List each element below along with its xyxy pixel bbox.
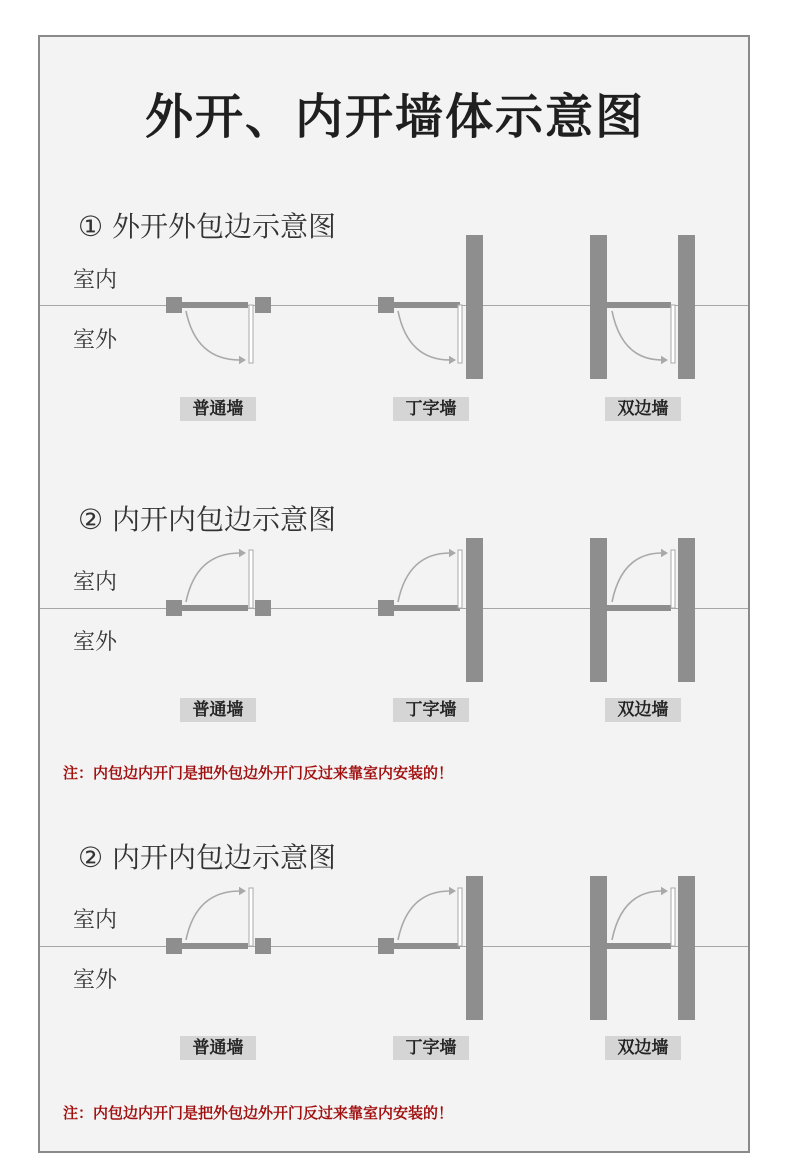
door-open-position [671,550,675,608]
door-open-position [458,305,462,363]
section-heading: ② 内开内包边示意图 [78,503,337,536]
swing-arrow-head [239,549,246,557]
page-title: 外开、内开墙体示意图 [144,89,645,145]
door-leaf [394,943,460,949]
swing-arc [612,553,662,602]
wall-type-label-t-shaped: 丁字墙 [393,698,469,722]
swing-arc [186,311,240,360]
wall-post-left [378,297,394,313]
wall-type-label-ordinary: 普通墙 [180,397,256,421]
door-leaf [182,943,248,949]
door-leaf [394,302,460,308]
wall-type-label-t-shaped: 丁字墙 [393,397,469,421]
wall-post-right [255,938,271,954]
swing-arc [186,891,240,940]
wall-vertical-left [590,235,607,379]
swing-arc [612,891,662,940]
door-open-position [671,305,675,363]
swing-arrow-head [239,356,246,364]
wall-vertical [466,538,483,682]
door-leaf [607,605,671,611]
door-open-position [249,888,253,946]
wall-post-left [166,938,182,954]
wall-type-label-t-shaped: 丁字墙 [393,1036,469,1060]
swing-arrow-head [239,887,246,895]
wall-type-label-ordinary: 普通墙 [180,1036,256,1060]
wall-vertical-right [678,538,695,682]
wall-type-label-double-side: 双边墙 [605,397,681,421]
swing-arrow-head [661,356,668,364]
wall-vertical-left [590,538,607,682]
door-leaf [607,302,671,308]
door-leaf [182,605,248,611]
indoor-label: 室内 [73,268,118,293]
wall-post-right [255,297,271,313]
door-open-position [249,305,253,363]
wall-post-left [378,600,394,616]
door-leaf [182,302,248,308]
section-inward-opening-repeat [0,836,790,1166]
wall-vertical [466,235,483,379]
outdoor-label: 室外 [73,328,118,353]
section-heading: ① 外开外包边示意图 [78,210,337,243]
swing-arc [398,311,450,360]
door-open-position [458,888,462,946]
swing-arrow-head [449,356,456,364]
wall-post-left [378,938,394,954]
swing-arrow-head [449,549,456,557]
section-note: 注：内包边内开门是把外包边外开门反过来靠室内安装的！ [63,1104,454,1122]
swing-arc [612,311,662,360]
wall-type-label-double-side: 双边墙 [605,698,681,722]
section-inward-opening [0,498,790,828]
wall-post-left [166,600,182,616]
outdoor-label: 室外 [73,630,118,655]
door-leaf [394,605,460,611]
swing-arc [398,553,450,602]
wall-vertical-left [590,876,607,1020]
door-open-position [671,888,675,946]
wall-vertical-right [678,235,695,379]
door-leaf [607,943,671,949]
door-open-position [249,550,253,608]
door-diagram-set [0,836,790,1036]
wall-type-label-ordinary: 普通墙 [180,698,256,722]
section-note: 注：内包边内开门是把外包边外开门反过来靠室内安装的！ [63,764,454,782]
section-heading: ② 内开内包边示意图 [78,841,337,874]
indoor-label: 室内 [73,570,118,595]
wall-vertical-right [678,876,695,1020]
swing-arrow-head [449,887,456,895]
swing-arc [398,891,450,940]
indoor-label: 室内 [73,908,118,933]
swing-arc [186,553,240,602]
wall-post-right [255,600,271,616]
wall-vertical [466,876,483,1020]
wall-type-label-double-side: 双边墙 [605,1036,681,1060]
section-outward-opening [0,205,790,535]
swing-arrow-head [661,549,668,557]
swing-arrow-head [661,887,668,895]
outdoor-label: 室外 [73,968,118,993]
wall-post-left [166,297,182,313]
door-open-position [458,550,462,608]
door-diagram-set [0,205,790,405]
door-diagram-set [0,498,790,698]
